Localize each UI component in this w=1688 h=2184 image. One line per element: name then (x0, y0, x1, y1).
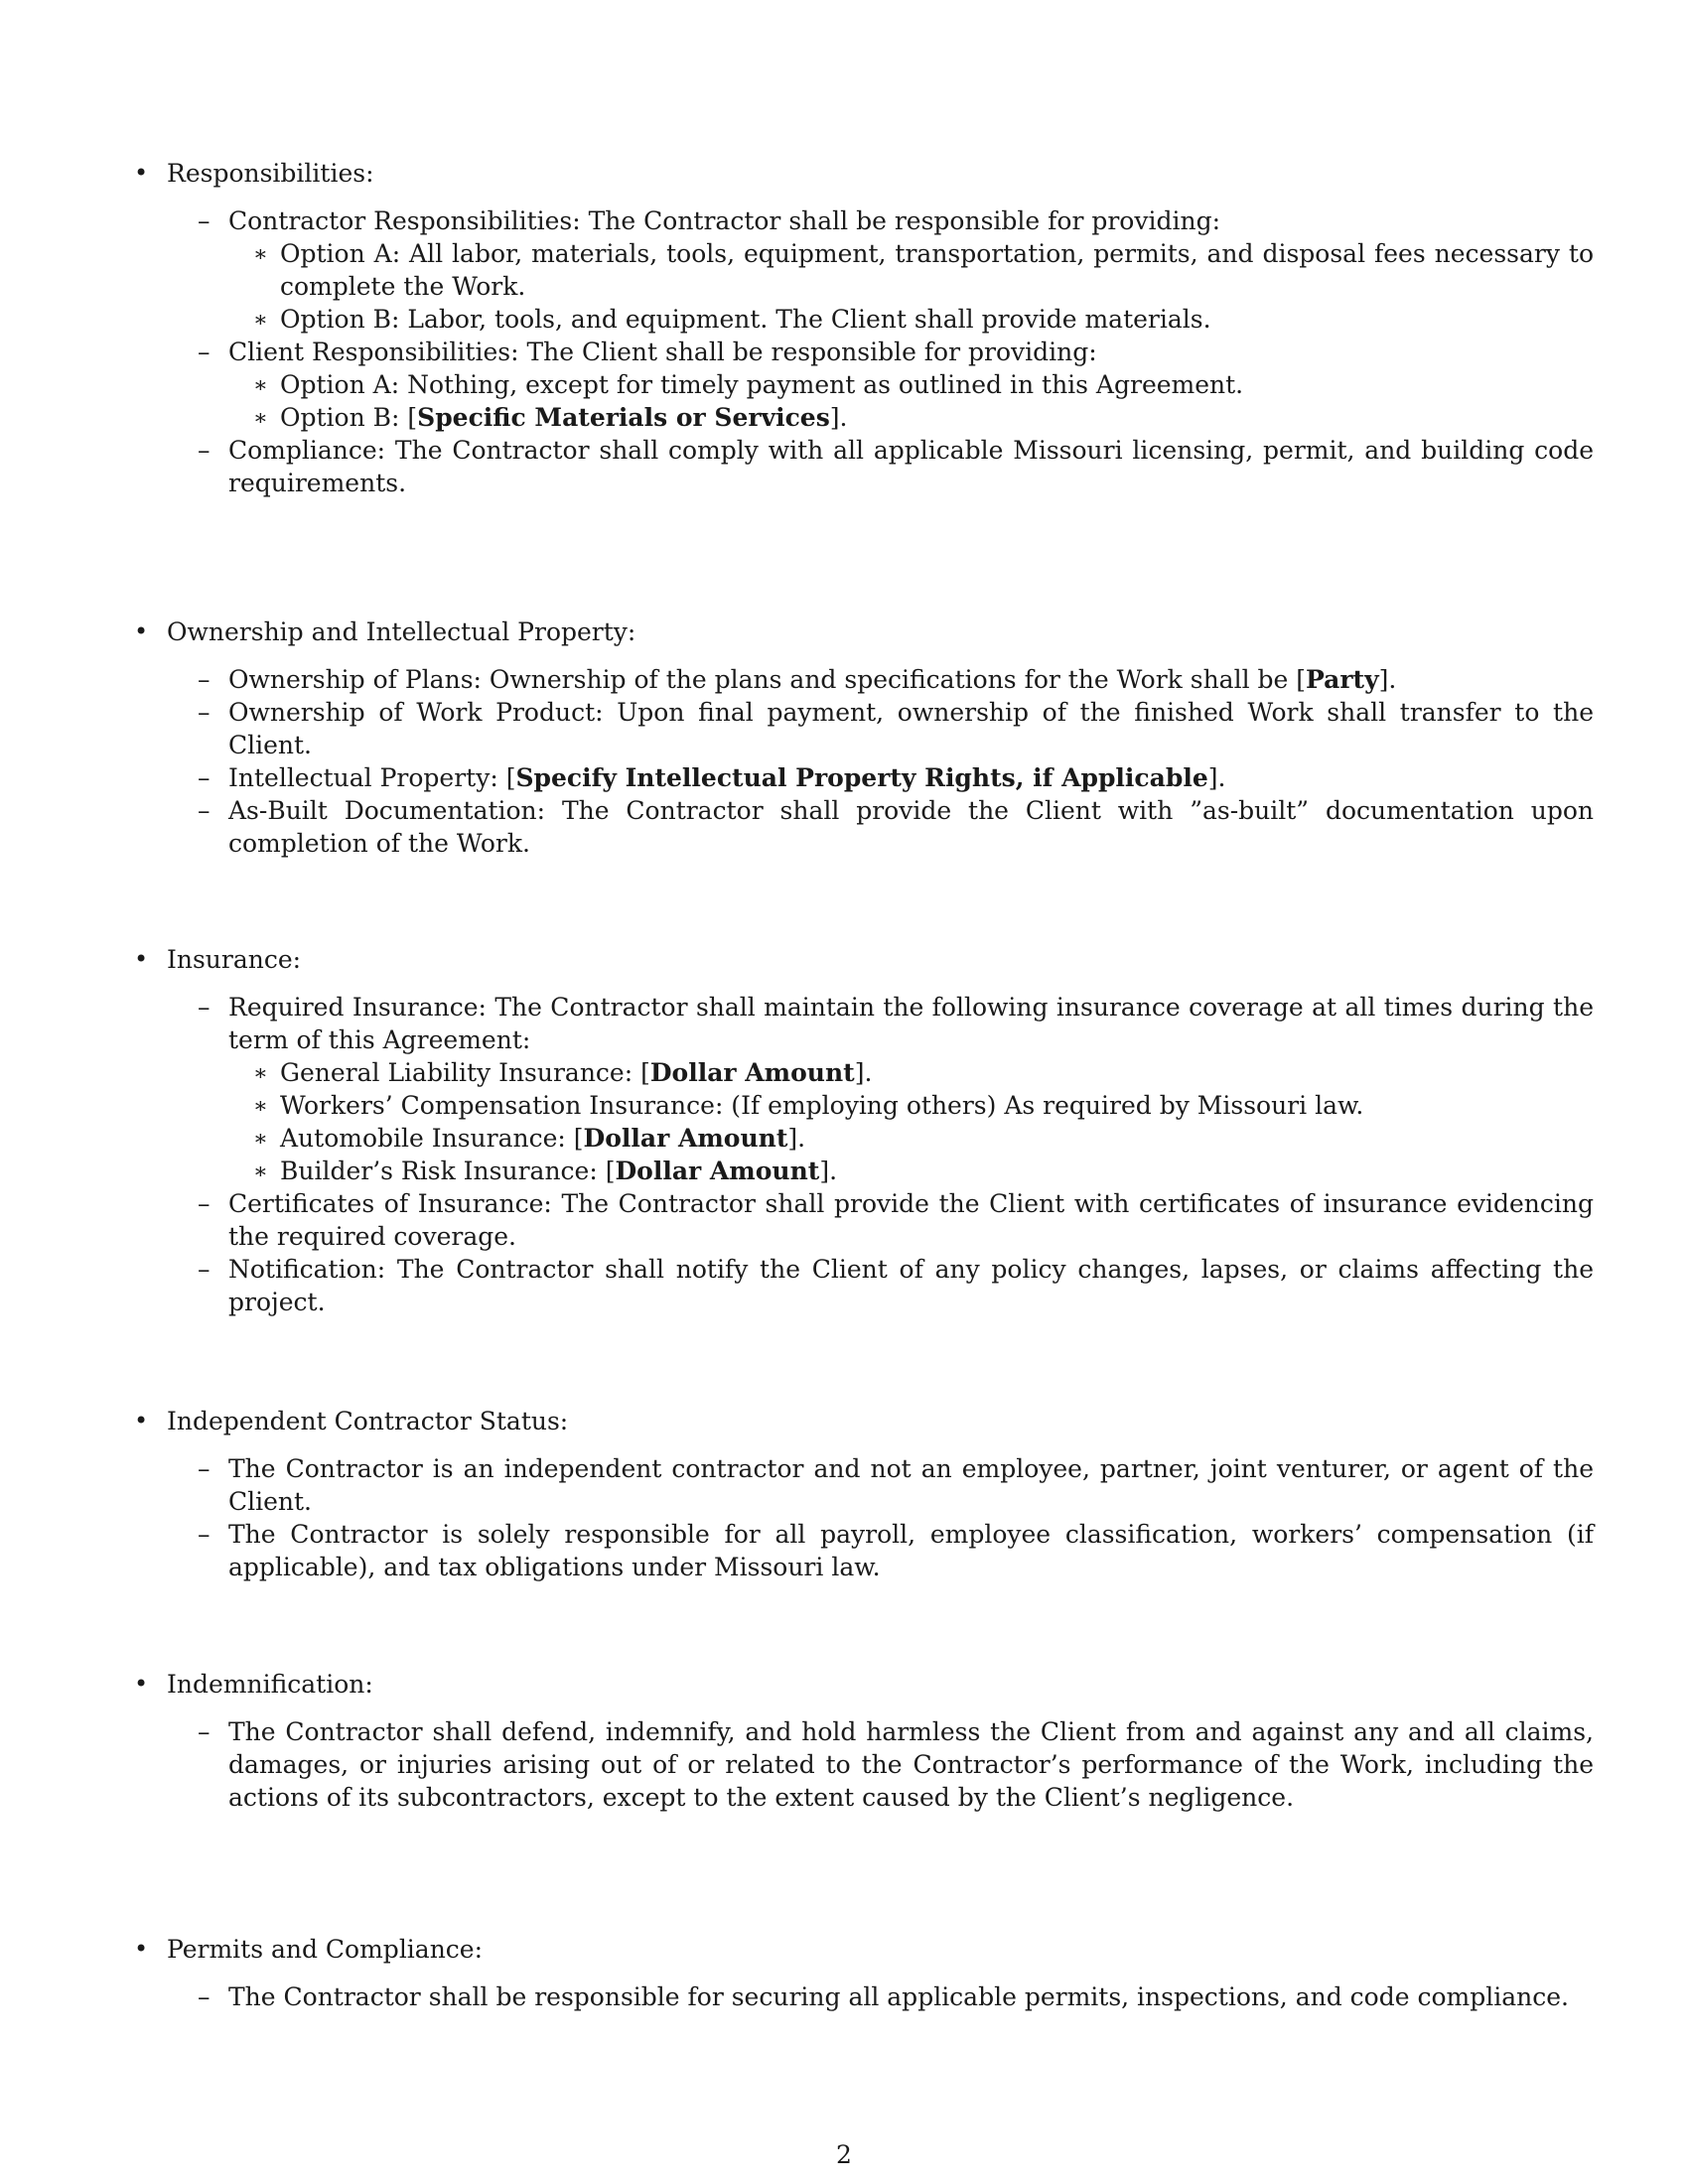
item-text: Required Insurance: The Contractor shall maintain the following insurance coverage at all times during the term of this Agreement: (228, 993, 1594, 1054)
item-text: Compliance: The Contractor shall comply with all applicable Missouri licensing, permit, and building code requirements. (228, 436, 1594, 497)
item-text: The Contractor is an independent contractor and not an employee, partner, joint venturer, or agent of the Client. (228, 1454, 1594, 1516)
asterisk-marker: ∗ (253, 308, 268, 333)
section-permits-and-compliance (134, 1933, 1594, 2013)
placeholder-text: Dollar Amount (583, 1124, 788, 1153)
dash-marker: – (198, 1717, 211, 1746)
page-number: 2 (836, 2140, 852, 2169)
dash-marker: – (198, 338, 211, 366)
list-item (198, 1518, 1594, 1583)
dash-marker: – (198, 796, 211, 825)
list-item (198, 1187, 1594, 1253)
item-text: Notification: The Contractor shall notify the Client of any policy changes, lapses, or claims affecting the project. (228, 1255, 1594, 1316)
item-text: Contractor Responsibilities: The Contractor shall be responsible for providing: (228, 206, 1220, 235)
item-text: Intellectual Property: [ (228, 763, 516, 792)
nested-list-item (253, 1056, 1594, 1089)
item-text: Ownership of Plans: Ownership of the plans and specifications for the Work shall be [ (228, 665, 1307, 694)
item-text: ]. (819, 1157, 838, 1185)
item-text: Option A: All labor, materials, tools, equipment, transportation, permits, and disposal fees necessary to complete the Work. (280, 239, 1594, 301)
item-text: The Contractor shall defend, indemnify, and hold harmless the Client from and against any and all claims, damages, or injuries arising out of or related to the Contractor’s performance of the Work, including the actions of its subcontractors, except to the extent caused by the Client’s negligence. (228, 1717, 1594, 1812)
item-text: Certificates of Insurance: The Contractor shall provide the Client with certificates of insurance evidencing the required coverage. (228, 1189, 1594, 1251)
item-text: The Contractor shall be responsible for securing all applicable permits, inspections, and code compliance. (228, 1982, 1569, 2011)
list-item (198, 1253, 1594, 1318)
asterisk-marker: ∗ (253, 373, 268, 398)
nested-list-item (253, 303, 1594, 336)
placeholder-text: Dollar Amount (615, 1157, 820, 1185)
asterisk-marker: ∗ (253, 1061, 268, 1086)
dash-marker: – (198, 665, 211, 694)
placeholder-text: Specific Materials or Services (417, 403, 830, 432)
list-item (198, 1980, 1594, 2013)
section-independent-contractor-status (134, 1405, 1594, 1583)
dash-marker: – (198, 993, 211, 1022)
section-title: • Ownership and Intellectual Property: (134, 615, 1594, 648)
item-text: Builder’s Risk Insurance: [ (280, 1157, 616, 1185)
placeholder-text: Party (1306, 665, 1379, 694)
nested-list (228, 1056, 1594, 1187)
section-insurance (134, 943, 1594, 1318)
item-text: Automobile Insurance: [ (280, 1124, 584, 1153)
nested-list-item (253, 1155, 1594, 1187)
sub-list (134, 1452, 1594, 1583)
sub-list (134, 991, 1594, 1318)
list-item (198, 794, 1594, 860)
asterisk-marker: ∗ (253, 1160, 268, 1184)
list-item (198, 663, 1594, 696)
nested-list-item (253, 237, 1594, 303)
section-responsibilities (134, 157, 1594, 499)
dash-marker: – (198, 763, 211, 792)
item-text: General Liability Insurance: [ (280, 1058, 650, 1087)
item-text: Option A: Nothing, except for timely payment as outlined in this Agreement. (280, 370, 1244, 399)
list-item (198, 1715, 1594, 1814)
sub-list (134, 663, 1594, 860)
dash-marker: – (198, 436, 211, 465)
item-text: Workers’ Compensation Insurance: (If employing others) As required by Missouri law. (280, 1091, 1364, 1120)
dash-marker: – (198, 1520, 211, 1549)
dash-marker: – (198, 1189, 211, 1218)
item-text: Ownership of Work Product: Upon final payment, ownership of the finished Work shall transfer to the Client. (228, 698, 1594, 759)
placeholder-text: Specify Intellectual Property Rights, if Applicable (515, 763, 1208, 792)
section-title: • Independent Contractor Status: (134, 1405, 1594, 1437)
section-title: • Indemnification: (134, 1668, 1594, 1701)
sub-list (134, 205, 1594, 499)
item-text: ]. (829, 403, 848, 432)
dash-marker: – (198, 1255, 211, 1284)
item-text: ]. (787, 1124, 806, 1153)
dash-marker: – (198, 206, 211, 235)
asterisk-marker: ∗ (253, 242, 268, 267)
item-text: Option B: [ (280, 403, 418, 432)
list-item (198, 1452, 1594, 1518)
list-item (198, 761, 1594, 794)
list-item (198, 696, 1594, 761)
nested-list-item (253, 1089, 1594, 1122)
list-item (198, 434, 1594, 499)
item-text: ]. (1207, 763, 1226, 792)
item-text: Client Responsibilities: The Client shall be responsible for providing: (228, 338, 1097, 366)
dash-marker: – (198, 698, 211, 727)
section-ownership-and-intellectual-property (134, 615, 1594, 860)
dash-marker: – (198, 1454, 211, 1483)
list-item (198, 205, 1594, 336)
nested-list (228, 368, 1594, 434)
item-text: ]. (1378, 665, 1397, 694)
asterisk-marker: ∗ (253, 1127, 268, 1152)
dash-marker: – (198, 1982, 211, 2011)
section-title: • Responsibilities: (134, 157, 1594, 190)
section-indemnification (134, 1668, 1594, 1814)
item-text: The Contractor is solely responsible for all payroll, employee classification, workers’ compensation (if applicable), and tax obligations under Missouri law. (228, 1520, 1594, 1581)
section-title: • Insurance: (134, 943, 1594, 976)
section-title: • Permits and Compliance: (134, 1933, 1594, 1966)
asterisk-marker: ∗ (253, 1094, 268, 1119)
nested-list-item (253, 1122, 1594, 1155)
placeholder-text: Dollar Amount (649, 1058, 855, 1087)
nested-list-item (253, 368, 1594, 401)
list-item (198, 336, 1594, 434)
item-text: ]. (854, 1058, 873, 1087)
nested-list-item (253, 401, 1594, 434)
item-text: As-Built Documentation: The Contractor shall provide the Client with ”as-built” documentation upon completion of the Work. (228, 796, 1594, 858)
item-text: Option B: Labor, tools, and equipment. The Client shall provide materials. (280, 305, 1211, 334)
list-item (198, 991, 1594, 1187)
sub-list (134, 1715, 1594, 1814)
nested-list (228, 237, 1594, 336)
sub-list (134, 1980, 1594, 2013)
asterisk-marker: ∗ (253, 406, 268, 431)
